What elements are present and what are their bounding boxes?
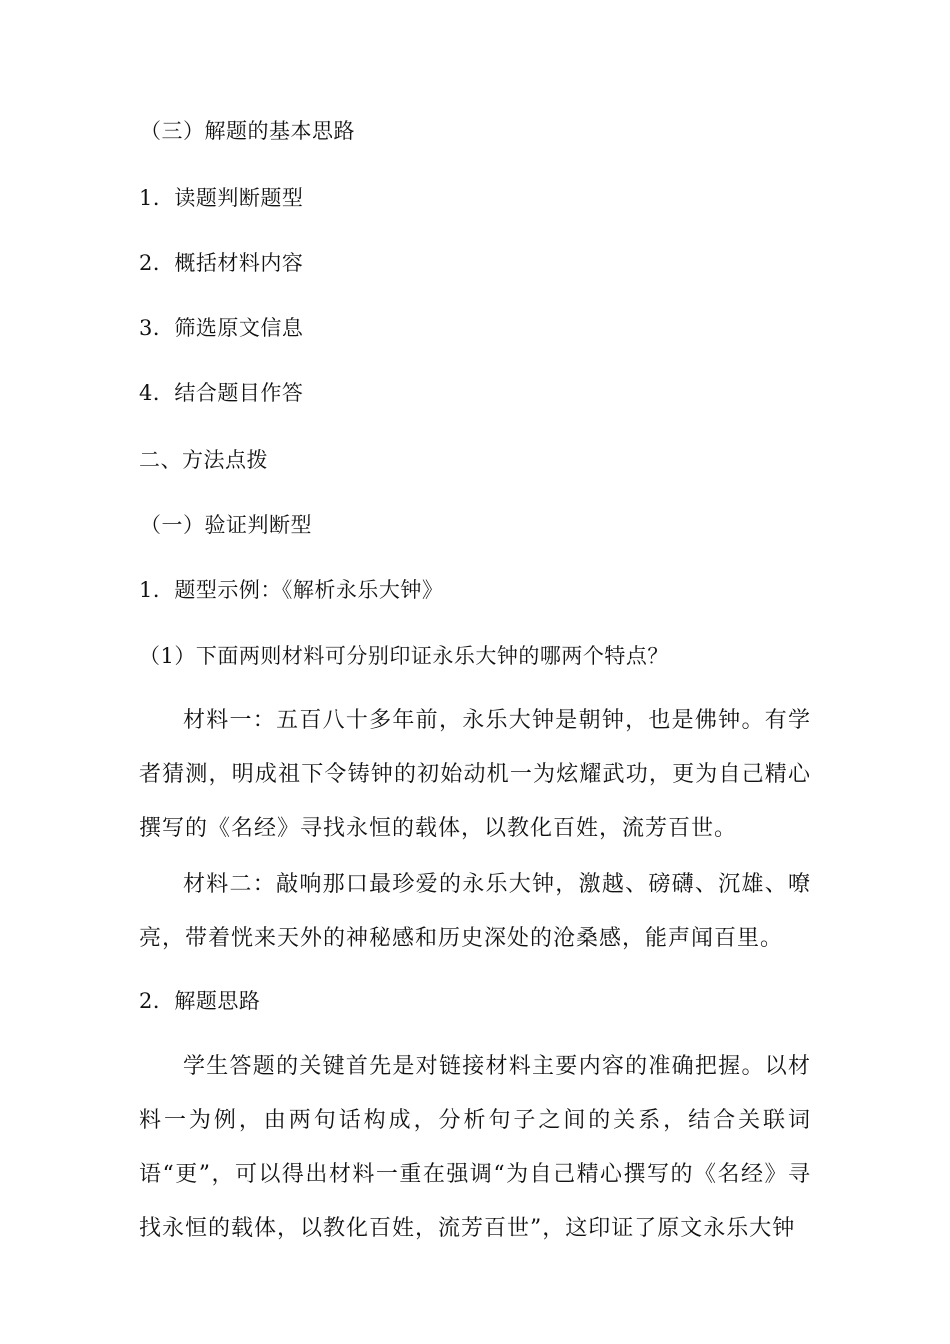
example-title: 1．题型示例：《解析永乐大钟》 <box>139 578 444 602</box>
material-one-paragraph: 材料一：五百八十多年前，永乐大钟是朝钟，也是佛钟。有学者猜测，明成祖下令铸钟的初始动机一为炫耀武功，更为自己精心撰写的《名经》寻找永恒的载体，以教化百姓，流芳百世。 <box>139 708 811 841</box>
step-item-4: 4．结合题目作答 <box>139 381 304 405</box>
question-1: （1）下面两则材料可分别印证永乐大钟的哪两个特点？ <box>139 644 669 668</box>
step-item-1: 1．读题判断题型 <box>139 186 304 210</box>
material-two-paragraph: 材料二：敲响那口最珍爱的永乐大钟，激越、磅礴、沉雄、嘹亮，带着恍来天外的神秘感和历史深处的沧桑感，能声闻百里。 <box>139 872 811 951</box>
subheading-verification-type: （一）验证判断型 <box>140 513 312 537</box>
step-item-2: 2．概括材料内容 <box>139 251 304 275</box>
thinking-paragraph: 学生答题的关键首先是对链接材料主要内容的准确把握。以材料一为例，由两句话构成，分析句子之间的关系，结合关联词语“更”，可以得出材料一重在强调“为自己精心撰写的《名经》寻找永恒的载体，以教化百姓，流芳百世”，这印证了原文永乐大钟 <box>139 1054 811 1241</box>
thinking-title: 2．解题思路 <box>139 989 261 1013</box>
section-heading-methods: 二、方法点拨 <box>139 448 268 472</box>
step-item-3: 3．筛选原文信息 <box>139 316 304 340</box>
subheading-basic-approach: （三）解题的基本思路 <box>140 119 355 143</box>
